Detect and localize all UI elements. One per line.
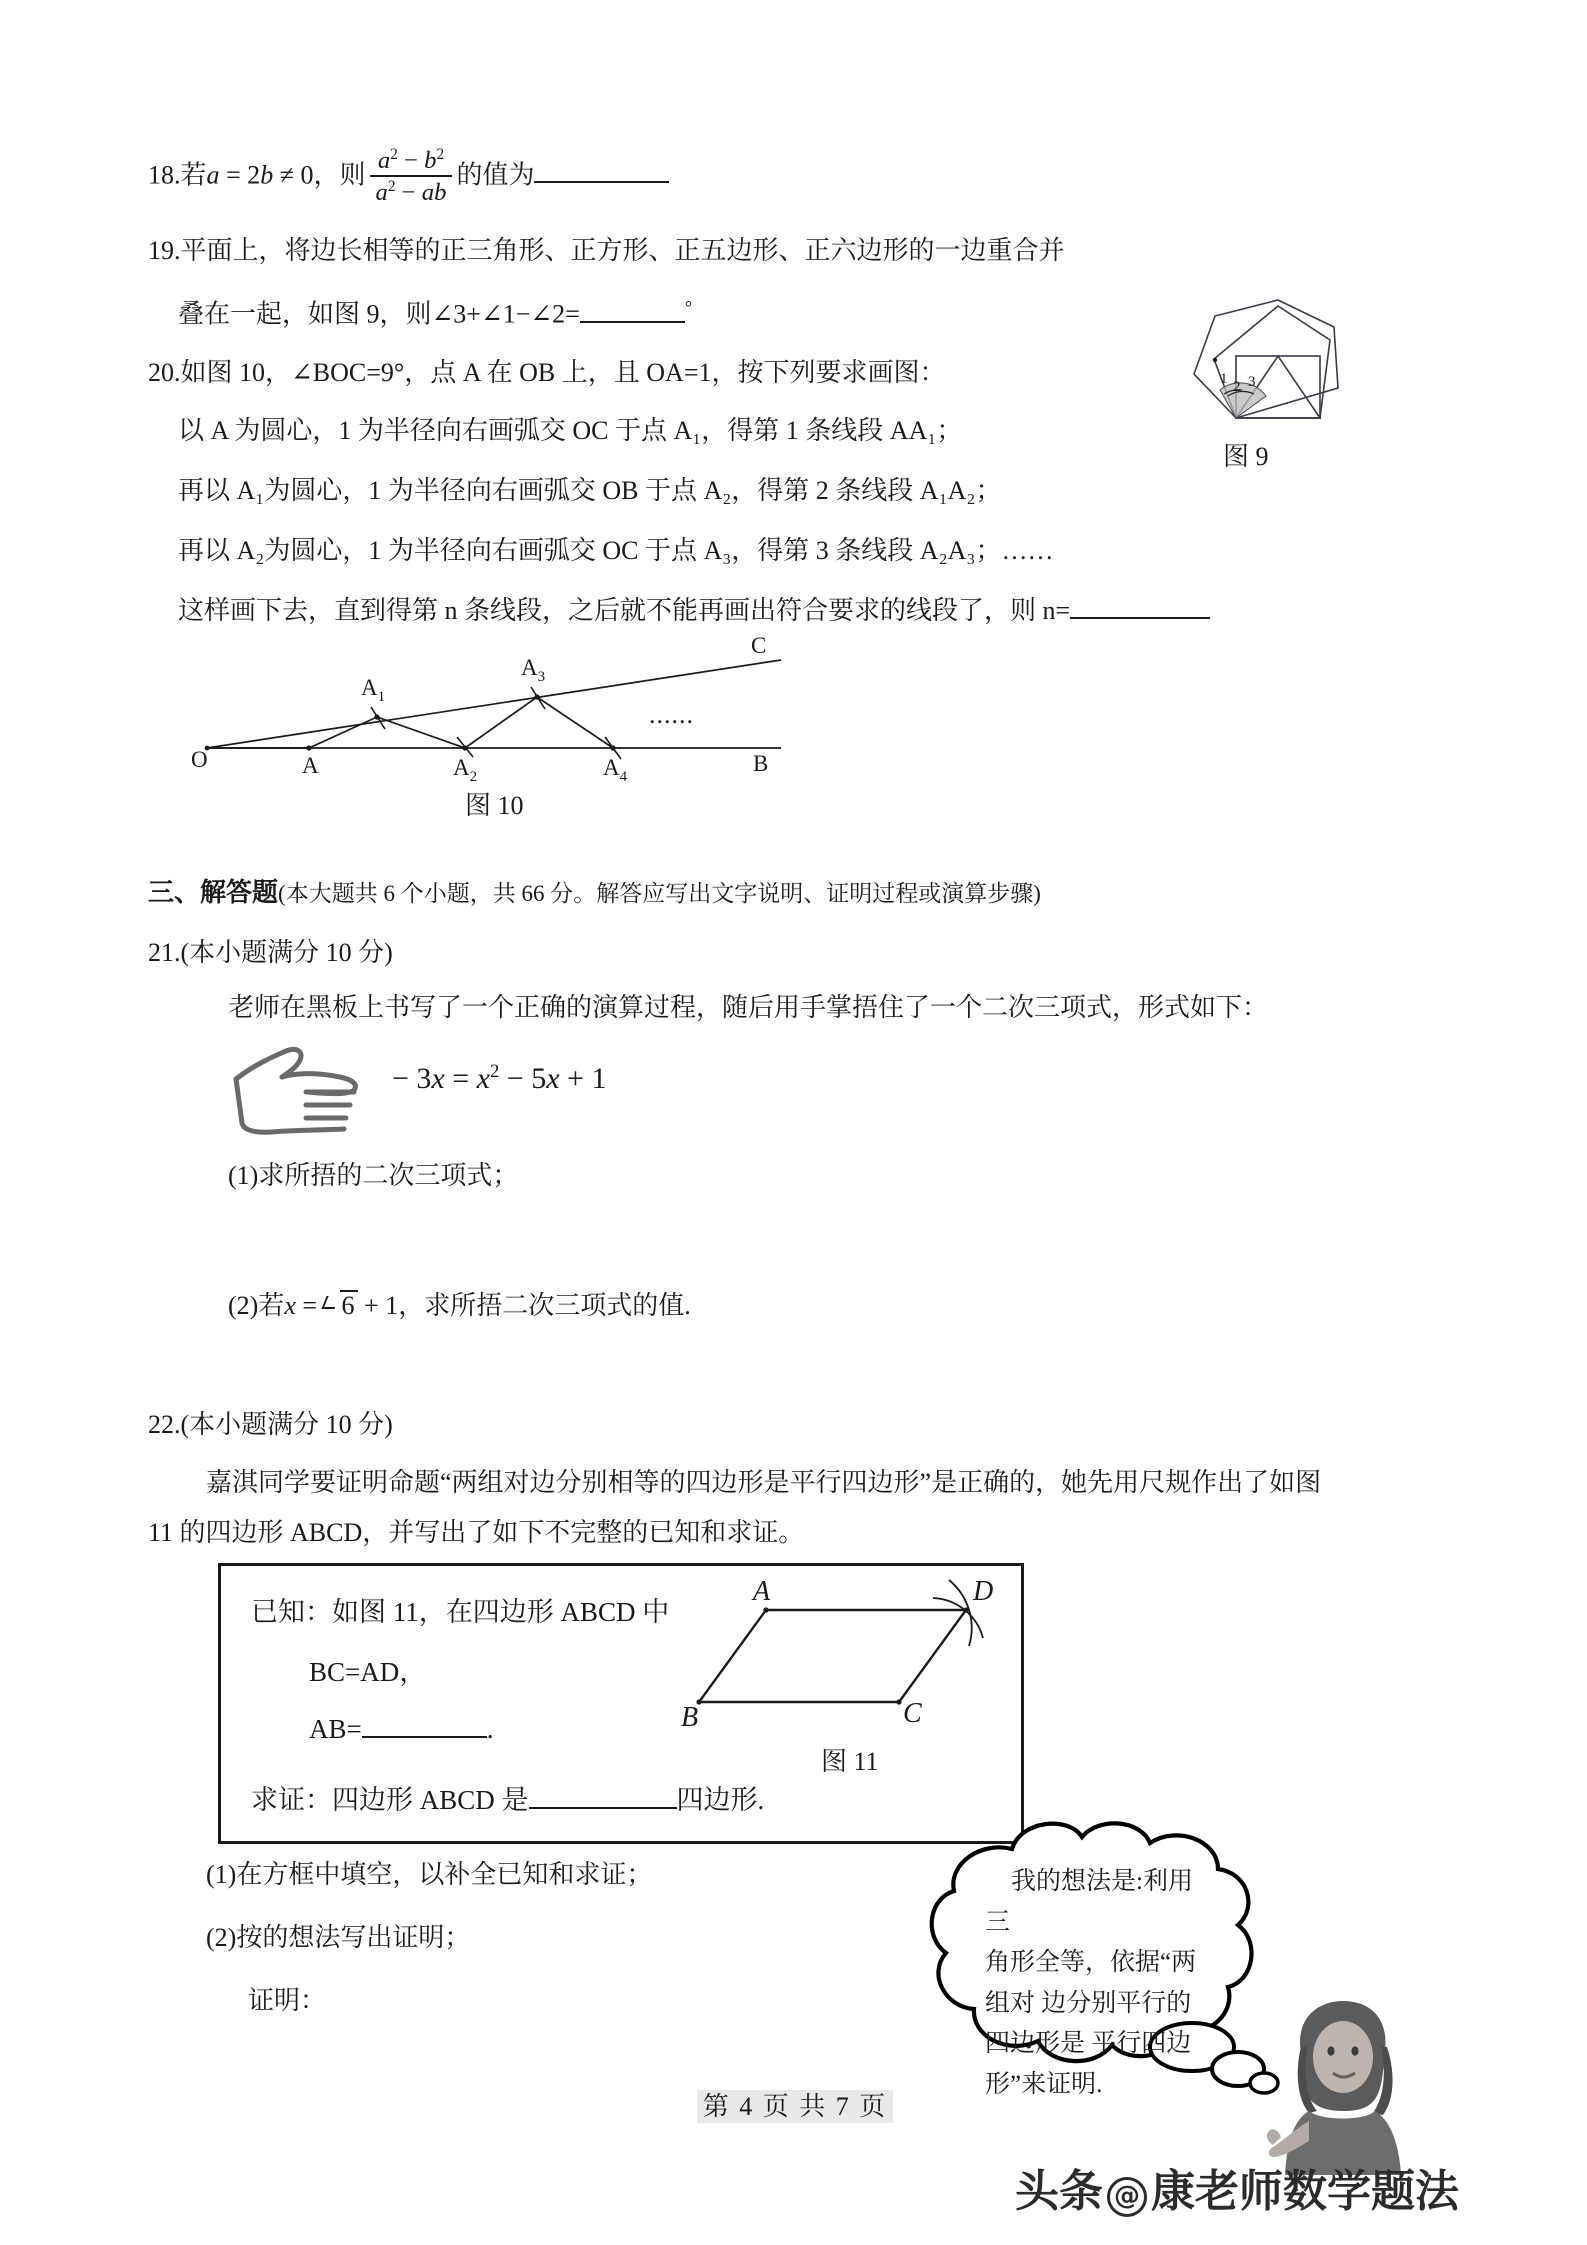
q21-eq-rhs-x2: x xyxy=(546,1062,560,1095)
q20-text-1: 如图 10，∠BOC=9°，点 A 在 OB 上，且 OA=1，按下列要求画图： xyxy=(180,358,946,387)
fig9-angle-2: 2 xyxy=(1233,379,1241,395)
figure-10-caption: 图 10 xyxy=(465,791,524,820)
q21-sub2-prefix: (2)若 xyxy=(228,1291,285,1320)
q22-sub2-text: (2)按的想法写出证明； xyxy=(206,1923,471,1952)
fig11-label-A: A xyxy=(753,1576,771,1607)
fig9-angle-1: 1 xyxy=(1220,371,1228,387)
q22-given-ab-period: . xyxy=(486,1714,494,1744)
q22-prove-line xyxy=(251,1778,764,1817)
frac-den-exp: 2 xyxy=(387,177,396,195)
question-20-line-1 xyxy=(148,360,945,386)
q20-answer-blank[interactable] xyxy=(1070,617,1210,619)
q21-sub2-eq: = xyxy=(295,1291,324,1320)
bubble-line-4: 平行四边形”来证明. xyxy=(985,2030,1192,2098)
q18-answer-blank[interactable] xyxy=(534,181,669,183)
question-21-header xyxy=(148,940,393,966)
q22-body-text-2: 11 的四边形 ABCD，并写出了如下不完整的已知和求证。 xyxy=(148,1518,805,1547)
question-22-given-prove-box xyxy=(218,1563,1024,1844)
q18-lead: 若 xyxy=(180,160,207,190)
q22-prove-text-b: 四边形. xyxy=(676,1785,765,1815)
fig10-label-A3: $A_3$ xyxy=(521,655,546,685)
q21-eq-rhs-x: x xyxy=(476,1062,490,1095)
q21-score: (本小题满分 10 分) xyxy=(180,938,393,967)
q18-tail: 的值为 xyxy=(456,160,535,190)
bubble-line-2: 角形全等，依据“两组对 xyxy=(985,1949,1197,2017)
q20-text-3: 再以 A₁为圆心，1 为半径向右画弧交 OB 于点 A₂，得第 2 条线段 A₁A₂； xyxy=(178,476,1002,505)
question-20-line-5 xyxy=(178,598,1210,624)
hand-pointing-icon xyxy=(228,1037,383,1137)
frac-den-ab: ab xyxy=(421,179,447,207)
q22-given-ab-label: AB= xyxy=(309,1714,362,1744)
q18-comma: ， xyxy=(313,160,340,190)
q18-rel: = 2 xyxy=(219,160,261,190)
q21-sub1-text: (1)求所捂的二次三项式； xyxy=(228,1161,519,1190)
figure-9-drawing xyxy=(1168,278,1383,433)
q21-eq-rhs-tail: + 1 xyxy=(559,1062,607,1095)
q21-sub2-var: x xyxy=(284,1291,296,1320)
q20-text-2: 以 A 为圆心，1 为半径向右画弧交 OC 于点 A₁，得第 1 条线段 AA₁； xyxy=(178,416,963,445)
frac-den-a: a xyxy=(375,179,388,207)
fig10-label-A: A xyxy=(302,753,319,778)
question-22-sub-2 xyxy=(206,1925,470,1951)
watermark xyxy=(1015,2155,1459,2219)
footer-text: 第 4 页 共 7 页 xyxy=(697,2090,894,2123)
watermark-name: 康老师数学题法 xyxy=(1151,2166,1459,2217)
q21-eq-rhs-mid: − 5 xyxy=(499,1062,547,1095)
thought-bubble-text xyxy=(985,1862,1215,2105)
q22-given-bc-ad: BC=AD， xyxy=(309,1657,427,1687)
question-21-equation xyxy=(392,1063,606,1094)
fig11-label-C: C xyxy=(903,1698,922,1729)
q18-then: 则 xyxy=(339,160,366,190)
question-18 xyxy=(148,148,669,207)
q20-text-5: 这样画下去，直到得第 n 条线段，之后就不能再画出符合要求的线段了，则 n= xyxy=(178,596,1071,625)
question-20-line-2 xyxy=(178,418,962,444)
q22-body-text-1: 嘉淇同学要证明命题“两组对边分别相等的四边形是平行四边形”是正确的，她先用尺规作出了如图 xyxy=(206,1468,1322,1497)
q19-number: 19. xyxy=(148,236,181,265)
q22-prove-text-a: 四边形 ABCD 是 xyxy=(332,1785,529,1815)
bubble-line-1: 我的想法是:利用三 xyxy=(985,1868,1193,1936)
student-avatar-icon xyxy=(1265,1995,1415,2175)
q22-given-line-3 xyxy=(309,1714,493,1745)
question-22-sub-3 xyxy=(248,1988,326,2014)
section-3-prefix: 三、 xyxy=(148,878,201,907)
figure-11 xyxy=(681,1574,1011,1754)
q19-text-1: 平面上，将边长相等的正三角形、正方形、正五边形、正六边形的一边重合并 xyxy=(180,236,1065,265)
fig10-label-A1: $A_1$ xyxy=(361,675,386,705)
question-22-sub-1 xyxy=(206,1862,652,1888)
figure-11-drawing xyxy=(681,1574,1011,1754)
frac-num-b: b xyxy=(424,147,437,175)
frac-num-exp: 2 xyxy=(390,146,398,163)
watermark-prefix: 头条 xyxy=(1015,2166,1103,2217)
section-3-heading xyxy=(148,880,1041,906)
section-3-title: 解答题 xyxy=(200,878,279,907)
question-22-body-1 xyxy=(206,1470,1321,1496)
q21-sub2-radicand: 6 xyxy=(340,1290,358,1319)
frac-num-bexp: 2 xyxy=(436,146,445,163)
q22-sub3-text: 证明： xyxy=(248,1986,327,2015)
figure-9 xyxy=(1168,278,1383,478)
question-19-line-2 xyxy=(178,298,692,328)
question-20-line-3 xyxy=(178,478,1001,504)
q21-eq-rel: = xyxy=(444,1062,477,1095)
figure-11-caption: 图 11 xyxy=(821,1747,879,1776)
q21-number: 21. xyxy=(148,938,181,967)
q19-degree-unit: ° xyxy=(684,297,693,317)
question-21-body xyxy=(228,995,1268,1021)
fig10-label-O: O xyxy=(191,747,208,772)
section-3-note: (本大题共 6 个小题，共 66 分。解答应写出文字说明、证明过程或演算步骤) xyxy=(278,881,1041,906)
fig10-label-A2: $A_2$ xyxy=(453,755,478,785)
q22-given-label: 已知： xyxy=(251,1597,332,1627)
question-22-header xyxy=(148,1412,393,1438)
question-20-line-4 xyxy=(178,538,1053,564)
question-22-body-2 xyxy=(148,1520,804,1546)
frac-num-a: a xyxy=(377,147,391,175)
q20-text-4: 再以 A₂为圆心，1 为半径向右画弧交 OC 于点 A₃，得第 3 条线段 A₂A₃；…… xyxy=(178,536,1054,565)
question-19-line-1 xyxy=(148,238,1065,264)
fig11-label-D: D xyxy=(973,1576,994,1607)
q18-ne: ≠ 0 xyxy=(273,160,314,190)
q22-number: 22. xyxy=(148,1410,181,1439)
figure-9-caption: 图 9 xyxy=(1223,442,1269,471)
page-footer xyxy=(600,2086,990,2123)
q18-fraction xyxy=(370,147,453,206)
fig11-label-B: B xyxy=(681,1702,699,1733)
q20-number: 20. xyxy=(148,358,181,387)
q22-given-line-1 xyxy=(251,1590,669,1629)
fig10-label-A4: $A_4$ xyxy=(603,755,628,785)
frac-den-minus: − xyxy=(395,179,422,207)
frac-num-minus: − xyxy=(397,147,425,175)
at-symbol-icon: @ xyxy=(1107,2177,1147,2217)
q18-number: 18. xyxy=(148,160,181,190)
fig9-angle-3: 3 xyxy=(1248,374,1256,390)
question-21-sub-1 xyxy=(228,1163,518,1189)
q22-sub1-text: (1)在方框中填空，以补全已知和求证； xyxy=(206,1860,653,1889)
bubble-line-3: 边分别平行的四边形是 xyxy=(985,1989,1192,2057)
q21-eq-lhs: − 3x xyxy=(392,1062,445,1095)
question-21-sub-2 xyxy=(228,1290,691,1319)
q22-given-text: 如图 11，在四边形 ABCD 中 xyxy=(332,1597,670,1627)
q21-sub2-sqrt xyxy=(324,1290,358,1319)
q18-var-a: a xyxy=(206,160,220,190)
q22-prove-blank[interactable] xyxy=(529,1807,677,1809)
fig10-label-B: B xyxy=(753,751,769,776)
q22-score: (本小题满分 10 分) xyxy=(180,1410,393,1439)
q22-prove-label: 求证： xyxy=(251,1785,332,1815)
q19-text-2: 叠在一起，如图 9，则∠3+∠1−∠2= xyxy=(178,299,580,329)
q21-sub2-tail: ，求所捂二次三项式的值. xyxy=(398,1291,691,1320)
figure-10-drawing xyxy=(185,635,805,785)
q19-answer-blank[interactable] xyxy=(580,321,685,323)
q22-given-line-2 xyxy=(309,1650,426,1689)
figure-10 xyxy=(185,635,805,835)
q21-body-text: 老师在黑板上书写了一个正确的演算过程，随后用手掌捂住了一个二次三项式，形式如下： xyxy=(228,993,1269,1022)
q18-var-b: b xyxy=(260,160,274,190)
fig10-ellipsis: ...... xyxy=(649,700,694,729)
q21-eq-rhs-exp: 2 xyxy=(490,1061,500,1082)
q22-given-ab-blank[interactable] xyxy=(362,1736,487,1738)
fig10-label-C: C xyxy=(751,635,767,658)
q21-sub2-plus: + 1 xyxy=(357,1291,399,1320)
